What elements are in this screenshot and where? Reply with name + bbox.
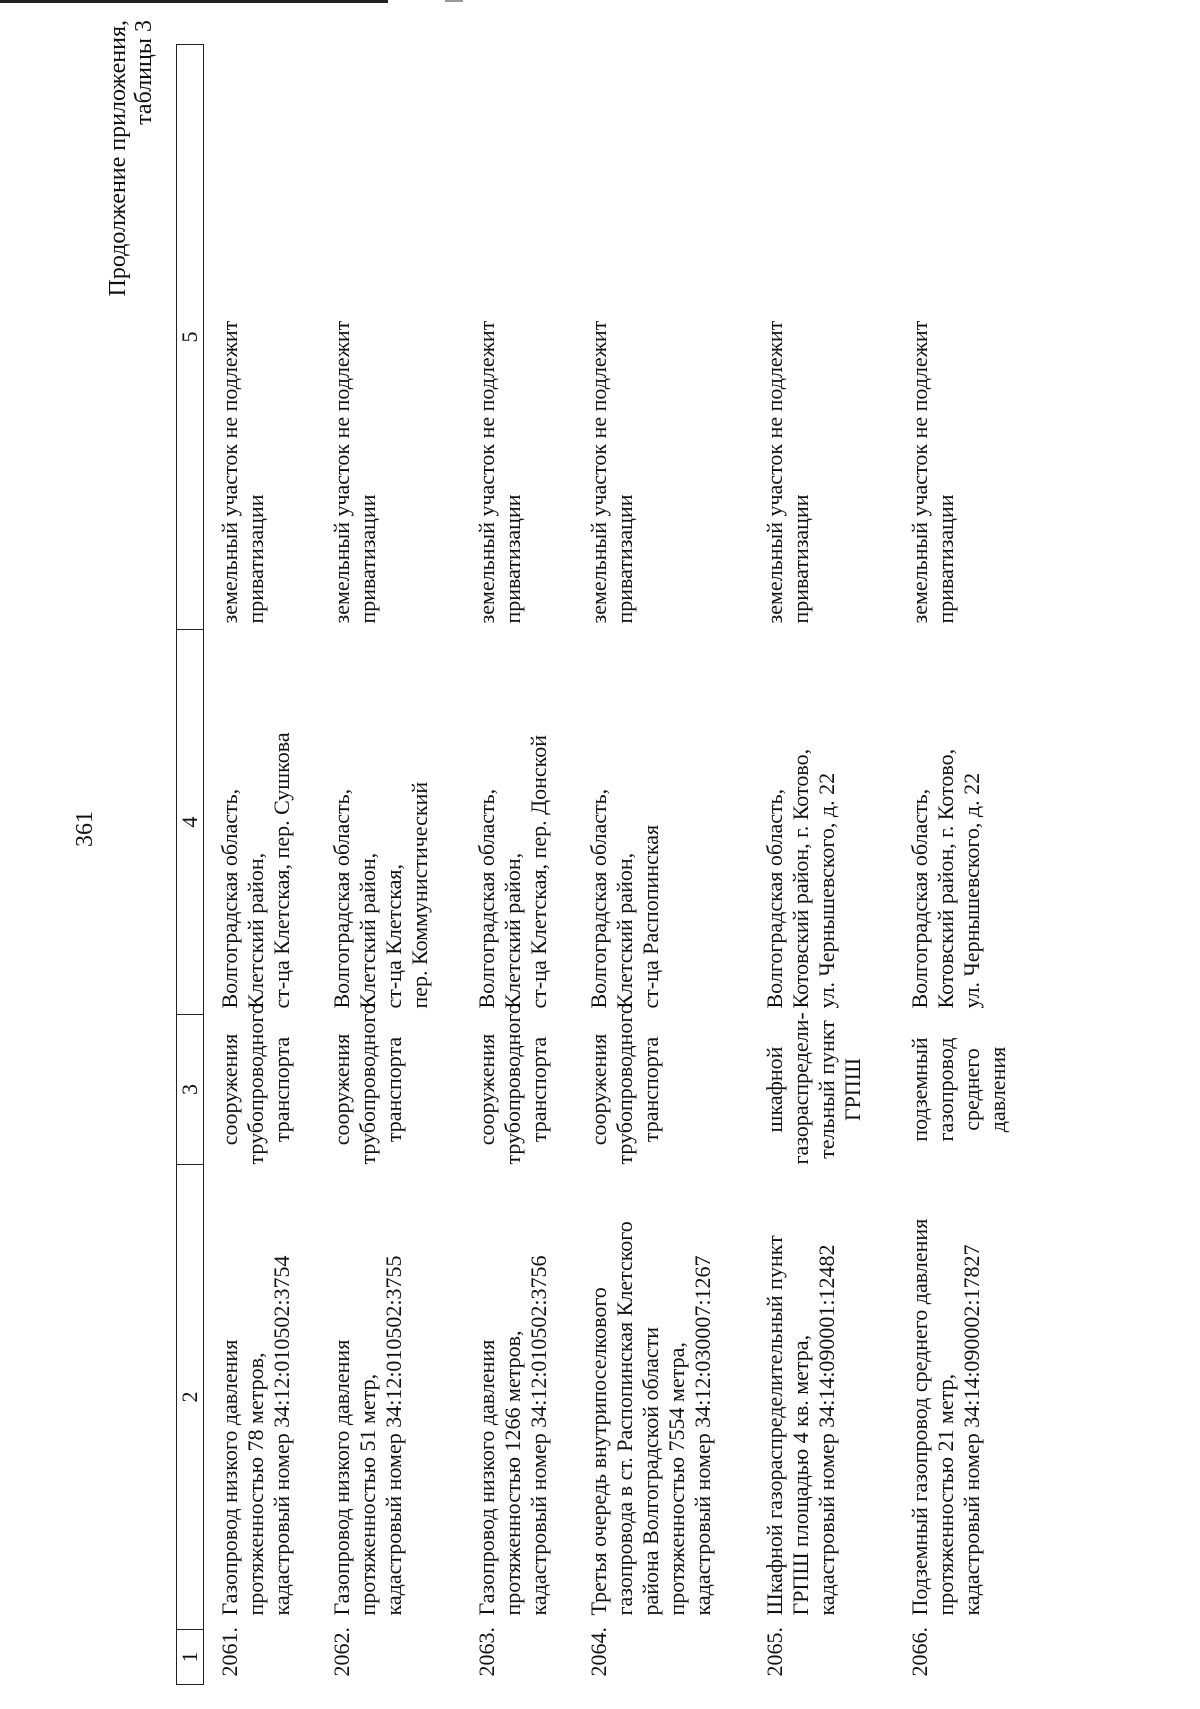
object-name: Газопровод низкого давления протяженностью 51 метр, кадастровый номер 34:12:010502:3755 bbox=[329, 1255, 407, 1616]
row-number: 2061. bbox=[217, 1627, 242, 1677]
object-name: Подземный газопровод среднего давления протяженностью 21 метр, кадастровый номер 34:14:090002:17827 bbox=[906, 1218, 984, 1616]
col-header-5: 5 bbox=[177, 45, 204, 630]
object-note: земельный участок не подлежит приватизации bbox=[906, 320, 958, 624]
continuation-note: Продолжение приложения, таблицы 3 bbox=[105, 20, 157, 297]
object-address: Волгоградская область, Котовский район, г. Котово, ул. Чернышевского, д. 22 bbox=[906, 748, 984, 1009]
object-address: Волгоградская область, Клетский район, ст-ца Распопинская bbox=[585, 788, 663, 1009]
row-number: 2064. bbox=[585, 1627, 611, 1677]
row-number: 2065. bbox=[762, 1627, 788, 1677]
object-name: Третья очередь внутрипоселкового газопровода в ст. Распопинская Клетского района Волгоградской области протяженностью 7554 метра, кадастровый номер 34:12:030007:1267 bbox=[585, 1221, 715, 1616]
table-row bbox=[316, 45, 460, 1685]
object-type: сооружения трубопроводного транспорта bbox=[217, 1003, 294, 1165]
object-note: земельный участок не подлежит приватизации bbox=[585, 320, 637, 624]
page-number: 361 bbox=[72, 811, 98, 847]
col-header-3: 3 bbox=[177, 1015, 204, 1165]
table-row bbox=[573, 45, 749, 1685]
object-note: земельный участок не подлежит приватизации bbox=[217, 320, 268, 624]
table-row bbox=[461, 45, 573, 1685]
col-header-4: 4 bbox=[177, 630, 204, 1015]
object-address: Волгоградская область, Клетский район, ст-ца Клетская, пер. Коммунистический bbox=[329, 781, 433, 1009]
object-name: Газопровод низкого давления протяженностью 78 метров, кадастровый номер 34:12:010502:3754 bbox=[217, 1255, 294, 1616]
register-table bbox=[176, 44, 1038, 1685]
object-address: Волгоградская область, Клетский район, ст-ца Клетская, пер. Донской bbox=[473, 735, 551, 1009]
object-type: подземный газопровод среднего давления bbox=[906, 1037, 1010, 1142]
object-address: Волгоградская область, Клетский район, ст-ца Клетская, пер. Сушкова bbox=[217, 732, 294, 1009]
col-header-1: 1 bbox=[177, 1630, 204, 1685]
table-row bbox=[894, 45, 1038, 1685]
table-row bbox=[749, 45, 893, 1685]
object-type: шкафной газораспредели- тельный пункт ГРПШ bbox=[762, 1012, 866, 1165]
object-address: Волгоградская область, Котовский район, г. Котово, ул. Чернышевского, д. 22 bbox=[762, 748, 840, 1009]
table-row bbox=[204, 45, 317, 1685]
object-note: земельный участок не подлежит приватизации bbox=[329, 320, 381, 624]
object-type: сооружения трубопроводного транспорта bbox=[473, 1003, 551, 1165]
object-note: земельный участок не подлежит приватизации bbox=[762, 320, 814, 624]
object-type: сооружения трубопроводного транспорта bbox=[329, 1003, 407, 1165]
row-number: 2062. bbox=[329, 1627, 355, 1677]
object-name: Шкафной газораспределительный пункт ГРПШ площадью 4 кв. метра, кадастровый номер 34:14:090001:12482 bbox=[762, 1235, 840, 1616]
header-row bbox=[177, 45, 204, 1685]
object-type: сооружения трубопроводного транспорта bbox=[585, 1003, 663, 1165]
col-header-2: 2 bbox=[177, 1165, 204, 1630]
row-number: 2063. bbox=[473, 1627, 499, 1677]
row-number: 2066. bbox=[906, 1627, 932, 1677]
object-note: земельный участок не подлежит приватизации bbox=[473, 320, 525, 624]
object-name: Газопровод низкого давления протяженностью 1266 метров, кадастровый номер 34:12:010502:3756 bbox=[473, 1255, 551, 1616]
